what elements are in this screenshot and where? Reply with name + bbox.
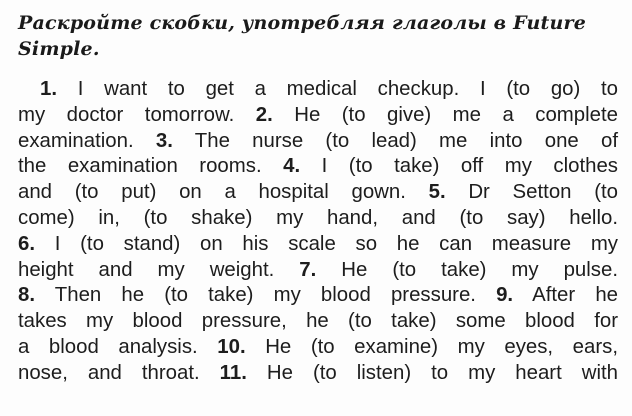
sentence-text: After he (513, 284, 618, 307)
sentence-text: I (to stand) on his scale so he can measure my (35, 232, 618, 255)
exercise-line (18, 103, 618, 129)
sentence-number: 10. (217, 335, 246, 358)
sentence-number: 2. (255, 103, 273, 126)
sentence-text: He (to examine) my eyes, ears, (245, 335, 618, 358)
exercise-line (18, 335, 618, 361)
sentence-text: I want to get a medical checkup. I (to go) to (57, 78, 618, 100)
sentence-text: I (to take) off my clothes (300, 155, 618, 178)
instruction-lead: Раскройте скобки, употребляя глаголы в (18, 12, 507, 34)
sentence-text: height and my weight. (18, 258, 300, 281)
exercise-line (18, 206, 618, 232)
sentence-text: examination. (18, 129, 156, 152)
sentence-text: He (to take) my pulse. (316, 258, 618, 281)
exercise-text (18, 77, 618, 387)
sentence-text: Then he (to take) my blood pressure. (35, 284, 497, 307)
sentence-text: nose, and throat. (18, 361, 220, 384)
sentence-text: come) in, (to shake) my hand, and (to say) hello. (18, 206, 618, 229)
sentence-text: the examination rooms. (18, 155, 284, 178)
sentence-number: 1. (40, 78, 58, 100)
sentence-text: He (to listen) to my heart with (246, 361, 618, 384)
sentence-number: 8. (18, 284, 36, 307)
sentence-text: Dr Setton (to (445, 181, 619, 204)
sentence-number: 6. (18, 232, 36, 255)
instruction-tense-part1: Future (513, 12, 587, 34)
sentence-number: 4. (283, 155, 301, 178)
exercise-line (18, 154, 618, 180)
instruction-tense-part2: Simple. (18, 38, 100, 60)
sentence-text: takes my blood pressure, he (to take) some blood for (18, 310, 618, 333)
exercise-line (18, 283, 618, 309)
sentence-text: a blood analysis. (18, 335, 218, 358)
exercise-line (18, 180, 618, 206)
sentence-text: my doctor tomorrow. (18, 103, 256, 126)
exercise-line (18, 309, 618, 335)
exercise-line (18, 77, 618, 103)
sentence-text: and (to put) on a hospital gown. (18, 181, 429, 204)
exercise-line (18, 258, 618, 284)
exercise-line (18, 232, 618, 258)
sentence-number: 9. (496, 284, 514, 307)
sentence-number: 7. (299, 258, 317, 281)
sentence-text: He (to give) me a complete (272, 103, 619, 126)
sentence-text: The nurse (to lead) me into one of (172, 129, 619, 152)
sentence-number: 3. (155, 129, 173, 152)
exercise-line (18, 129, 618, 155)
exercise-line (18, 361, 618, 387)
exercise-instruction (18, 10, 618, 62)
sentence-number: 5. (428, 181, 446, 204)
sentence-number: 11. (219, 361, 247, 384)
